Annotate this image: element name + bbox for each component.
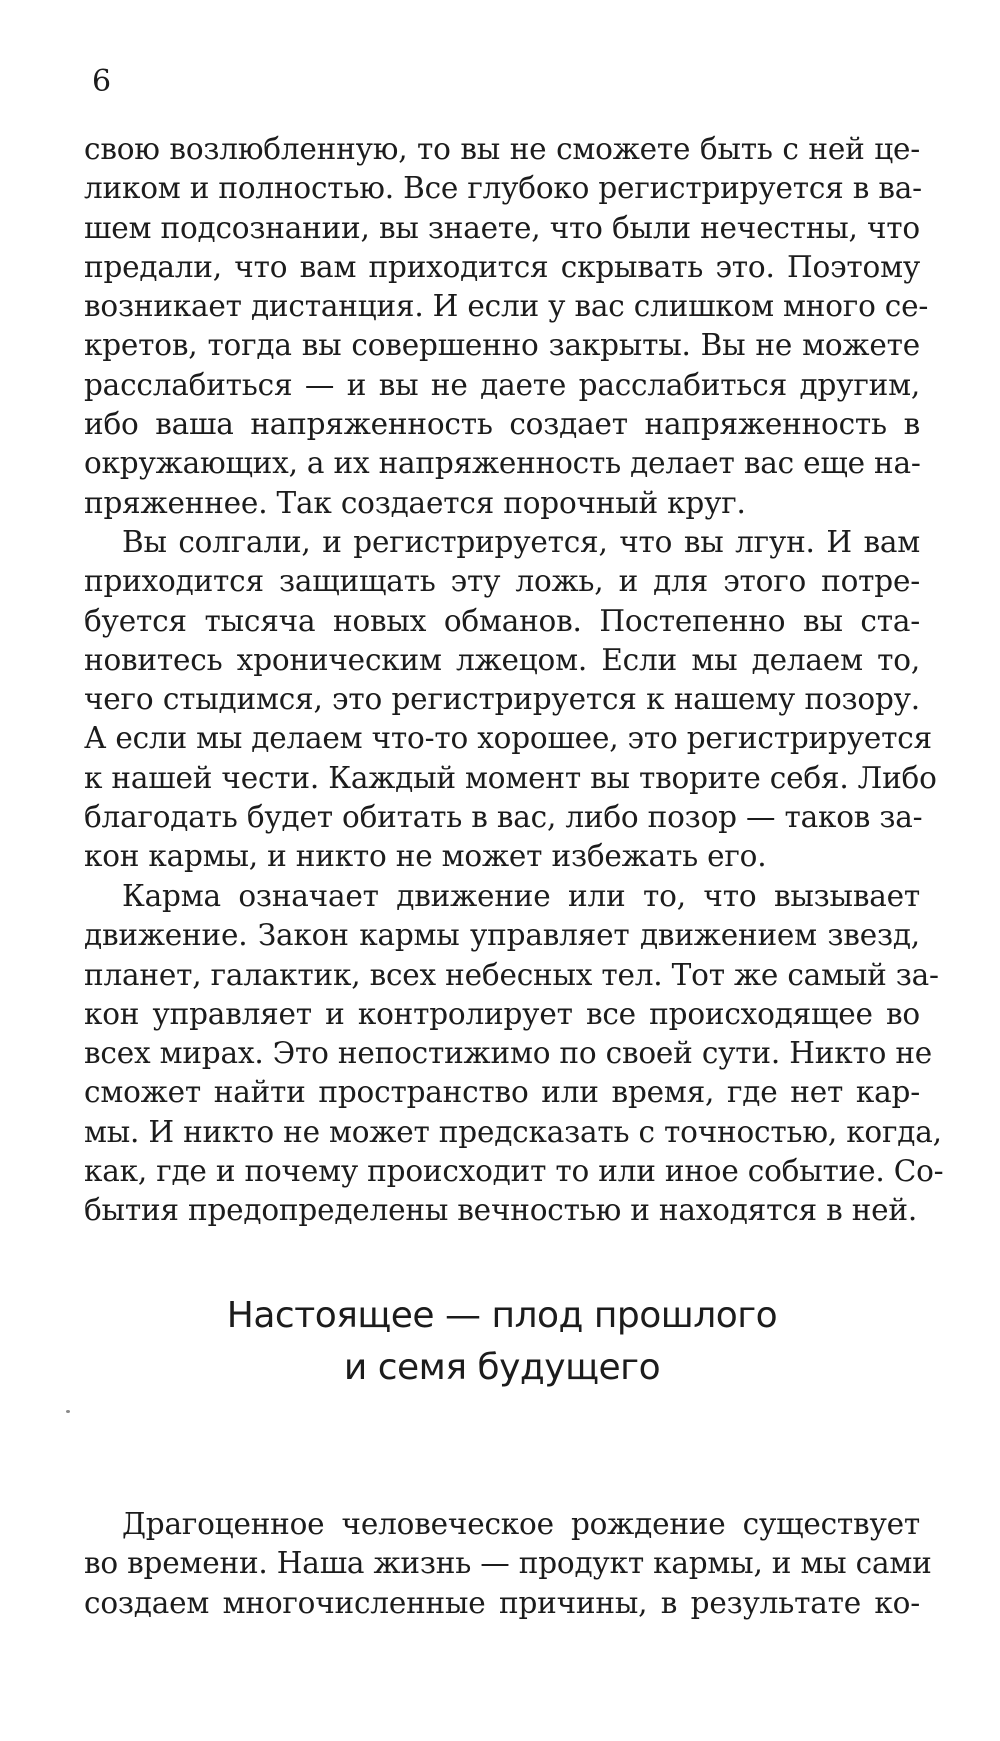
text-line: Драгоценное человеческое рождение существует xyxy=(122,1507,920,1541)
paragraph-karma xyxy=(84,877,944,1231)
text-line: Вы солгали, и регистрируется, что вы лгун. И вам xyxy=(122,525,920,559)
text-line: как, где и почему происходит то или иное событие. Со- xyxy=(84,1154,944,1189)
text-line: А если мы делаем что-то хорошее, это регистрируется xyxy=(84,721,932,756)
text-line: движение. Закон кармы управляет движением звезд, xyxy=(84,918,920,953)
text-line: сможет найти пространство или время, где нет кар- xyxy=(84,1075,920,1110)
section-heading xyxy=(84,1290,920,1394)
text-line: кон управляет и контролирует все происходящее во xyxy=(84,996,920,1031)
text-line: возникает дистанция. И если у вас слишком много се- xyxy=(84,289,929,324)
page-number: 6 xyxy=(92,64,112,99)
text-line: создаем многочисленные причины, в результате ко- xyxy=(84,1585,920,1620)
heading-line: и семя будущего xyxy=(343,1347,661,1388)
text-line: всех мирах. Это непостижимо по своей сути. Никто не xyxy=(84,1036,933,1071)
text-line: чего стыдимся, это регистрируется к нашему позору. xyxy=(84,682,920,717)
paragraph-continuation xyxy=(84,130,929,523)
text-line: новитесь хроническим лжецом. Если мы делаем то, xyxy=(84,642,920,677)
text-line: кретов, тогда вы совершенно закрыты. Вы не можете xyxy=(84,328,920,363)
text-line: свою возлюбленную, то вы не сможете быть с ней це- xyxy=(84,132,920,166)
text-line: во времени. Наша жизнь — продукт кармы, и мы сами xyxy=(84,1546,932,1581)
text-line: приходится защищать эту ложь, и для этого потре- xyxy=(84,564,920,599)
text-line: мы. И никто не может предсказать с точностью, когда, xyxy=(84,1114,942,1149)
text-line: кон кармы, и никто не может избежать его. xyxy=(84,839,767,874)
text-line: ибо ваша напряженность создает напряженность в xyxy=(84,407,920,442)
heading-line: Настоящее — плод прошлого xyxy=(226,1295,778,1336)
text-line: благодать будет обитать в вас, либо позор — таков за- xyxy=(84,800,923,835)
text-line: расслабиться — и вы не даете расслабиться другим, xyxy=(84,367,920,402)
paragraph-lies xyxy=(84,523,937,877)
text-line: предали, что вам приходится скрывать это. Поэтому xyxy=(84,249,920,284)
text-line: бытия предопределены вечностью и находятся в ней. xyxy=(84,1193,918,1228)
text-line: к нашей чести. Каждый момент вы творите себя. Либо xyxy=(84,760,937,795)
text-line: буется тысяча новых обманов. Постепенно вы ста- xyxy=(84,603,920,638)
text-line: Карма означает движение или то, что вызывает xyxy=(122,879,920,913)
text-line: пряженнее. Так создается порочный круг. xyxy=(84,485,746,520)
text-line: ликом и полностью. Все глубоко регистрируется в ва- xyxy=(84,171,922,206)
text-line: планет, галактик, всех небесных тел. Тот же самый за- xyxy=(84,957,939,992)
text-line: окружающих, а их напряженность делает вас еще на- xyxy=(84,446,921,481)
scan-speck xyxy=(66,1410,70,1413)
paragraph-birth xyxy=(84,1505,932,1623)
text-line: шем подсознании, вы знаете, что были нечестны, что xyxy=(84,210,920,245)
